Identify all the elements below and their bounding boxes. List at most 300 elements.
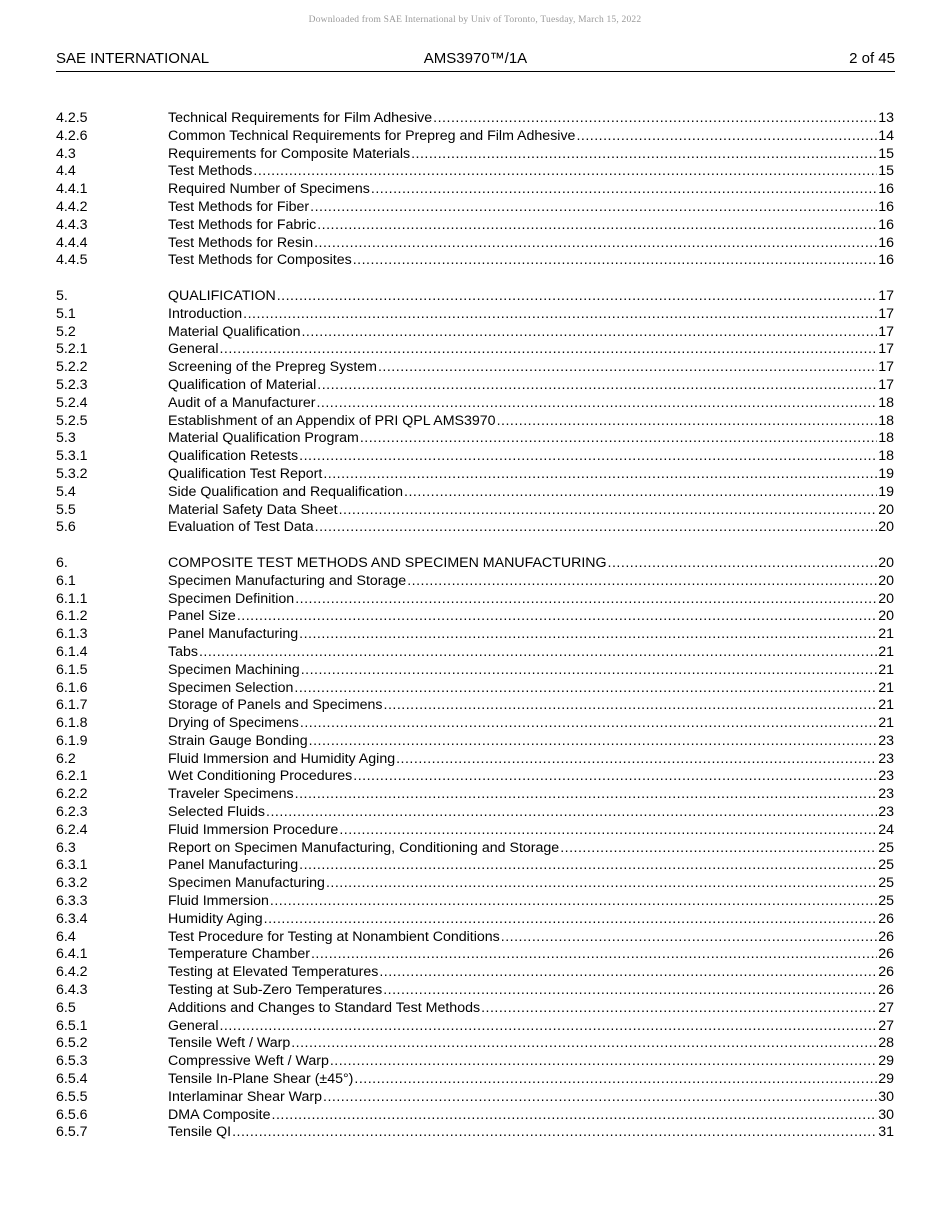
toc-section-title: Fluid Immersion and Humidity Aging xyxy=(168,750,396,767)
toc-entry-line xyxy=(168,199,894,217)
toc-section-number: 6.3.4 xyxy=(56,910,88,927)
toc-page-number: 20 xyxy=(878,572,894,589)
toc-page-number: 30 xyxy=(878,1088,894,1105)
toc-entry-line xyxy=(168,163,894,181)
toc-section-number: 6.3.1 xyxy=(56,857,88,874)
toc-entry-line xyxy=(168,128,894,146)
toc-section-title: Traveler Specimens xyxy=(168,786,294,803)
toc-page-number: 23 xyxy=(878,750,894,767)
toc-entry-line xyxy=(168,1071,894,1089)
toc-entry[interactable] xyxy=(56,964,894,982)
toc-dot-leader xyxy=(323,466,877,484)
toc-dot-leader xyxy=(270,893,877,911)
toc-entry[interactable] xyxy=(56,306,894,324)
toc-section-title: Specimen Manufacturing and Storage xyxy=(168,572,407,589)
toc-section-number: 6.5.1 xyxy=(56,1017,88,1034)
toc-page-number: 25 xyxy=(878,875,894,892)
toc-entry-line xyxy=(168,697,894,715)
toc-entry[interactable] xyxy=(56,1053,894,1071)
toc-page-number: 25 xyxy=(878,893,894,910)
toc-dot-leader xyxy=(294,680,877,698)
toc-entry-line xyxy=(168,840,894,858)
toc-page-number: 18 xyxy=(878,430,894,447)
toc-page-number: 17 xyxy=(878,359,894,376)
toc-section-number: 6.1.7 xyxy=(56,697,88,714)
document-number: AMS3970™/1A xyxy=(423,50,528,67)
toc-entry[interactable] xyxy=(56,982,894,1000)
toc-entry-line xyxy=(168,786,894,804)
toc-section-title: Temperature Chamber xyxy=(168,946,310,963)
toc-section-title: Establishment of an Appendix of PRI QPL AMS3970 xyxy=(168,412,496,429)
toc-page-number: 23 xyxy=(878,786,894,803)
toc-page-number: 16 xyxy=(878,181,894,198)
toc-page-number: 27 xyxy=(878,1017,894,1034)
toc-section-number: 5.2.1 xyxy=(56,341,88,358)
toc-section-title: General xyxy=(168,341,219,358)
toc-dot-leader xyxy=(219,341,877,359)
toc-dot-leader xyxy=(309,733,878,751)
toc-entry[interactable] xyxy=(56,911,894,929)
toc-entry[interactable] xyxy=(56,1089,894,1107)
toc-section-title: Tensile In-Plane Shear (±45°) xyxy=(168,1071,354,1088)
toc-section-title: Panel Manufacturing xyxy=(168,626,299,643)
toc-section-title: DMA Composite xyxy=(168,1106,271,1123)
toc-page-number: 29 xyxy=(878,1071,894,1088)
toc-section-number: 6.1.6 xyxy=(56,679,88,696)
toc-section-number: 6.5.4 xyxy=(56,1071,88,1088)
toc-entry[interactable] xyxy=(56,1124,894,1142)
toc-entry-line xyxy=(168,395,894,413)
toc-dot-leader xyxy=(295,591,877,609)
toc-entry[interactable] xyxy=(56,395,894,413)
toc-dot-leader xyxy=(291,1035,877,1053)
toc-entry-line xyxy=(168,484,894,502)
toc-page-number: 23 xyxy=(878,804,894,821)
toc-section-title: Qualification of Material xyxy=(168,376,317,393)
toc-entry[interactable] xyxy=(56,715,894,733)
toc-dot-leader xyxy=(339,502,878,520)
toc-entry[interactable] xyxy=(56,1000,894,1018)
toc-page-number: 24 xyxy=(878,821,894,838)
toc-dot-leader xyxy=(266,804,877,822)
toc-entry-line xyxy=(168,1107,894,1125)
toc-entry-line xyxy=(168,252,894,270)
toc-entry-line xyxy=(168,1089,894,1107)
toc-dot-leader xyxy=(411,146,877,164)
toc-dot-leader xyxy=(219,1018,877,1036)
toc-section-number: 6.5.3 xyxy=(56,1053,88,1070)
toc-section-number: 6.2.3 xyxy=(56,804,88,821)
toc-dot-leader xyxy=(299,626,877,644)
toc-entry-line xyxy=(168,235,894,253)
toc-page-number: 26 xyxy=(878,910,894,927)
toc-section-title: Panel Size xyxy=(168,608,236,625)
toc-entry-line xyxy=(168,644,894,662)
toc-dot-leader xyxy=(315,519,878,537)
download-watermark: Downloaded from SAE International by Univ of Toronto, Tuesday, March 15, 2022 xyxy=(308,15,642,25)
toc-entry[interactable] xyxy=(56,591,894,609)
toc-page-number: 31 xyxy=(878,1124,894,1141)
toc-section-number: 5.5 xyxy=(56,501,76,518)
toc-section-title: General xyxy=(168,1017,219,1034)
toc-section-title: Selected Fluids xyxy=(168,804,265,821)
toc-page-number: 17 xyxy=(878,341,894,358)
toc-entry[interactable] xyxy=(56,1035,894,1053)
toc-section-title: Wet Conditioning Procedures xyxy=(168,768,353,785)
toc-page-number: 25 xyxy=(878,839,894,856)
toc-section-number: 4.4.5 xyxy=(56,252,88,269)
toc-entry[interactable] xyxy=(56,430,894,448)
toc-entry[interactable] xyxy=(56,484,894,502)
toc-entry[interactable] xyxy=(56,697,894,715)
toc-entry[interactable] xyxy=(56,252,894,270)
toc-entry[interactable] xyxy=(56,946,894,964)
toc-page-number: 23 xyxy=(878,732,894,749)
toc-section-number: 5.2 xyxy=(56,323,76,340)
toc-section-title: Humidity Aging xyxy=(168,910,263,927)
toc-dot-leader xyxy=(301,662,878,680)
toc-entry-line xyxy=(168,662,894,680)
toc-dot-leader xyxy=(310,199,877,217)
toc-entry-line xyxy=(168,413,894,431)
table-of-contents xyxy=(56,110,894,1142)
toc-dot-leader xyxy=(404,484,877,502)
toc-section-title: Fluid Immersion Procedure xyxy=(168,821,339,838)
toc-section-number: 5.1 xyxy=(56,305,76,322)
toc-section-title: Test Methods for Fabric xyxy=(168,216,317,233)
toc-entry-line xyxy=(168,110,894,128)
toc-section-title: Qualification Retests xyxy=(168,448,299,465)
toc-dot-leader xyxy=(497,413,878,431)
toc-section-title: COMPOSITE TEST METHODS AND SPECIMEN MANUFACTURING xyxy=(168,554,607,571)
toc-dot-leader xyxy=(560,840,877,858)
toc-section-title: Material Qualification Program xyxy=(168,430,359,447)
toc-section-title: Testing at Sub-Zero Temperatures xyxy=(168,982,383,999)
toc-dot-leader xyxy=(253,163,877,181)
toc-dot-leader xyxy=(237,608,877,626)
toc-entry-line xyxy=(168,875,894,893)
toc-section-number: 6.1.1 xyxy=(56,590,88,607)
toc-dot-leader xyxy=(379,964,877,982)
toc-entry[interactable] xyxy=(56,751,894,769)
toc-entry-line xyxy=(168,946,894,964)
toc-section-title: Report on Specimen Manufacturing, Conditioning and Storage xyxy=(168,839,560,856)
toc-section-title: Drying of Specimens xyxy=(168,715,299,732)
toc-entry[interactable] xyxy=(56,235,894,253)
toc-page-number: 15 xyxy=(878,145,894,162)
toc-page-number: 15 xyxy=(878,163,894,180)
toc-entry-line xyxy=(168,359,894,377)
toc-dot-leader xyxy=(272,1107,878,1125)
toc-section-number: 6.3 xyxy=(56,839,76,856)
toc-section-number: 6.1.5 xyxy=(56,661,88,678)
toc-section-title: Test Methods for Resin xyxy=(168,234,314,251)
toc-dot-leader xyxy=(301,324,877,342)
toc-section-number: 4.4.1 xyxy=(56,181,88,198)
toc-page-number: 28 xyxy=(878,1035,894,1052)
toc-section-number: 6. xyxy=(56,554,68,571)
toc-section-title: Storage of Panels and Specimens xyxy=(168,697,383,714)
toc-entry[interactable] xyxy=(56,573,894,591)
toc-section-number: 6.4.3 xyxy=(56,982,88,999)
toc-section-title: Strain Gauge Bonding xyxy=(168,732,308,749)
toc-entry-line xyxy=(168,377,894,395)
toc-section-number: 6.2 xyxy=(56,750,76,767)
toc-entry-line xyxy=(168,964,894,982)
toc-entry-line xyxy=(168,929,894,947)
toc-section-number: 5. xyxy=(56,287,68,304)
toc-dot-leader xyxy=(339,822,877,840)
page-number: 2 of 45 xyxy=(849,50,895,67)
toc-section-number: 4.4.3 xyxy=(56,216,88,233)
toc-section-number: 6.5.7 xyxy=(56,1124,88,1141)
toc-section-title: Material Safety Data Sheet xyxy=(168,501,338,518)
toc-dot-leader xyxy=(323,1089,877,1107)
toc-section-number: 5.2.2 xyxy=(56,359,88,376)
toc-section-title: Interlaminar Shear Warp xyxy=(168,1088,323,1105)
toc-entry-line xyxy=(168,573,894,591)
toc-entry[interactable] xyxy=(56,786,894,804)
toc-section-title: Screening of the Prepreg System xyxy=(168,359,377,376)
toc-page-number: 21 xyxy=(878,661,894,678)
toc-entry[interactable] xyxy=(56,163,894,181)
toc-entry[interactable] xyxy=(56,146,894,164)
toc-dot-leader xyxy=(330,1053,877,1071)
toc-section-number: 6.5.5 xyxy=(56,1088,88,1105)
toc-page-number: 19 xyxy=(878,465,894,482)
toc-entry[interactable] xyxy=(56,448,894,466)
toc-entry-line xyxy=(168,1018,894,1036)
toc-entry-line xyxy=(168,715,894,733)
toc-section-number: 6.5 xyxy=(56,999,76,1016)
toc-entry[interactable] xyxy=(56,181,894,199)
toc-entry[interactable] xyxy=(56,804,894,822)
toc-entry[interactable] xyxy=(56,217,894,235)
toc-page-number: 30 xyxy=(878,1106,894,1123)
toc-dot-leader xyxy=(264,911,878,929)
toc-dot-leader xyxy=(199,644,877,662)
toc-section-number: 5.3 xyxy=(56,430,76,447)
toc-section-number: 5.2.5 xyxy=(56,412,88,429)
toc-entry-line xyxy=(168,519,894,537)
toc-dot-leader xyxy=(354,1071,877,1089)
toc-dot-leader xyxy=(407,573,877,591)
toc-entry[interactable] xyxy=(56,608,894,626)
toc-entry[interactable] xyxy=(56,341,894,359)
toc-page-number: 17 xyxy=(878,376,894,393)
toc-entry-line xyxy=(168,680,894,698)
toc-entry-line xyxy=(168,591,894,609)
toc-page-number: 21 xyxy=(878,697,894,714)
toc-page-number: 21 xyxy=(878,626,894,643)
toc-section-title: Introduction xyxy=(168,305,243,322)
toc-section-title: Required Number of Specimens xyxy=(168,181,370,198)
toc-section-number: 5.2.3 xyxy=(56,376,88,393)
toc-dot-leader xyxy=(371,181,877,199)
toc-section-title: Test Methods for Fiber xyxy=(168,198,310,215)
toc-section-title: Requirements for Composite Materials xyxy=(168,145,411,162)
toc-entry-line xyxy=(168,181,894,199)
toc-dot-leader xyxy=(277,288,877,306)
toc-page-number: 20 xyxy=(878,608,894,625)
toc-entry[interactable] xyxy=(56,128,894,146)
toc-page-number: 18 xyxy=(878,448,894,465)
toc-entry[interactable] xyxy=(56,1107,894,1125)
toc-entry-line xyxy=(168,217,894,235)
toc-entry[interactable] xyxy=(56,377,894,395)
toc-entry[interactable] xyxy=(56,768,894,786)
toc-page-number: 20 xyxy=(878,519,894,536)
toc-page-number: 26 xyxy=(878,946,894,963)
toc-entry-line xyxy=(168,306,894,324)
toc-dot-leader xyxy=(326,875,877,893)
toc-section-number: 4.3 xyxy=(56,145,76,162)
toc-entry[interactable] xyxy=(56,1071,894,1089)
toc-entry[interactable] xyxy=(56,857,894,875)
toc-page-number: 16 xyxy=(878,198,894,215)
toc-dot-leader xyxy=(353,768,877,786)
toc-section-number: 4.4 xyxy=(56,163,76,180)
toc-group-section-5 xyxy=(56,288,894,537)
toc-dot-leader xyxy=(299,857,877,875)
toc-section-title: Evaluation of Test Data xyxy=(168,519,314,536)
toc-page-number: 20 xyxy=(878,501,894,518)
toc-entry[interactable] xyxy=(56,733,894,751)
toc-group-spacer xyxy=(56,537,894,555)
toc-entry-line xyxy=(168,911,894,929)
toc-section-number: 6.2.1 xyxy=(56,768,88,785)
toc-section-number: 6.2.2 xyxy=(56,786,88,803)
toc-page-number: 25 xyxy=(878,857,894,874)
toc-page-number: 20 xyxy=(878,554,894,571)
toc-dot-leader xyxy=(608,555,878,573)
toc-dot-leader xyxy=(353,252,877,270)
toc-section-number: 5.4 xyxy=(56,483,76,500)
toc-entry[interactable] xyxy=(56,199,894,217)
toc-dot-leader xyxy=(316,395,877,413)
toc-entry-line xyxy=(168,1053,894,1071)
toc-entry-line xyxy=(168,146,894,164)
toc-section-title: Panel Manufacturing xyxy=(168,857,299,874)
toc-page-number: 18 xyxy=(878,394,894,411)
toc-entry-line xyxy=(168,324,894,342)
toc-entry[interactable] xyxy=(56,644,894,662)
toc-page-number: 16 xyxy=(878,216,894,233)
toc-dot-leader xyxy=(295,786,878,804)
toc-entry-line xyxy=(168,430,894,448)
toc-dot-leader xyxy=(433,110,877,128)
toc-entry[interactable] xyxy=(56,555,894,573)
toc-section-title: Testing at Elevated Temperatures xyxy=(168,964,379,981)
toc-page-number: 26 xyxy=(878,982,894,999)
toc-page-number: 14 xyxy=(878,127,894,144)
toc-page-number: 27 xyxy=(878,999,894,1016)
page-header xyxy=(56,49,895,72)
toc-section-title: Side Qualification and Requalification xyxy=(168,483,404,500)
toc-section-title: Common Technical Requirements for Prepreg and Film Adhesive xyxy=(168,127,576,144)
toc-page-number: 17 xyxy=(878,305,894,322)
toc-section-title: Tabs xyxy=(168,643,198,660)
toc-dot-leader xyxy=(311,946,877,964)
toc-page-number: 21 xyxy=(878,679,894,696)
toc-entry[interactable] xyxy=(56,893,894,911)
toc-section-title: Fluid Immersion xyxy=(168,893,269,910)
toc-section-number: 4.4.4 xyxy=(56,234,88,251)
toc-entry-line xyxy=(168,768,894,786)
toc-page-number: 20 xyxy=(878,590,894,607)
toc-section-title: QUALIFICATION xyxy=(168,287,276,304)
toc-dot-leader xyxy=(317,217,877,235)
toc-section-number: 6.3.2 xyxy=(56,875,88,892)
toc-page-number: 16 xyxy=(878,234,894,251)
toc-section-title: Material Qualification xyxy=(168,323,301,340)
toc-entry[interactable] xyxy=(56,875,894,893)
toc-dot-leader xyxy=(576,128,877,146)
toc-section-number: 5.2.4 xyxy=(56,394,88,411)
toc-dot-leader xyxy=(243,306,877,324)
toc-section-title: Test Methods for Composites xyxy=(168,252,352,269)
toc-section-title: Qualification Test Report xyxy=(168,465,323,482)
toc-entry[interactable] xyxy=(56,626,894,644)
toc-page-number: 18 xyxy=(878,412,894,429)
toc-entry[interactable] xyxy=(56,359,894,377)
toc-entry[interactable] xyxy=(56,502,894,520)
toc-entry-line xyxy=(168,857,894,875)
toc-page-number: 23 xyxy=(878,768,894,785)
toc-entry[interactable] xyxy=(56,1018,894,1036)
toc-section-number: 4.2.5 xyxy=(56,110,88,126)
toc-page-number: 13 xyxy=(878,110,894,126)
toc-page-number: 16 xyxy=(878,252,894,269)
toc-entry[interactable] xyxy=(56,680,894,698)
toc-entry-line xyxy=(168,751,894,769)
toc-section-title: Specimen Selection xyxy=(168,679,294,696)
toc-entry-line xyxy=(168,608,894,626)
toc-entry-line xyxy=(168,341,894,359)
toc-entry[interactable] xyxy=(56,110,894,128)
toc-section-number: 6.4.2 xyxy=(56,964,88,981)
toc-section-title: Tensile Weft / Warp xyxy=(168,1035,291,1052)
toc-entry[interactable] xyxy=(56,822,894,840)
toc-section-number: 5.3.1 xyxy=(56,448,88,465)
toc-section-title: Technical Requirements for Film Adhesive xyxy=(168,110,433,126)
toc-dot-leader xyxy=(501,929,877,947)
toc-entry-line xyxy=(168,288,894,306)
toc-section-number: 6.1.9 xyxy=(56,732,88,749)
toc-section-title: Specimen Manufacturing xyxy=(168,875,325,892)
toc-section-title: Tensile QI xyxy=(168,1124,232,1141)
toc-entry[interactable] xyxy=(56,929,894,947)
toc-entry[interactable] xyxy=(56,324,894,342)
toc-entry[interactable] xyxy=(56,519,894,537)
toc-page-number: 26 xyxy=(878,928,894,945)
toc-section-title: Test Procedure for Testing at Nonambient Conditions xyxy=(168,928,500,945)
toc-entry-line xyxy=(168,502,894,520)
toc-entry[interactable] xyxy=(56,466,894,484)
toc-page-number: 26 xyxy=(878,964,894,981)
toc-section-number: 4.2.6 xyxy=(56,127,88,144)
toc-page-number: 17 xyxy=(878,287,894,304)
toc-section-number: 6.1.3 xyxy=(56,626,88,643)
toc-entry[interactable] xyxy=(56,662,894,680)
toc-section-title: Additions and Changes to Standard Test Methods xyxy=(168,999,481,1016)
toc-dot-leader xyxy=(378,359,877,377)
toc-entry[interactable] xyxy=(56,413,894,431)
toc-entry[interactable] xyxy=(56,288,894,306)
toc-entry[interactable] xyxy=(56,840,894,858)
toc-dot-leader xyxy=(383,982,877,1000)
toc-section-number: 5.6 xyxy=(56,519,76,536)
